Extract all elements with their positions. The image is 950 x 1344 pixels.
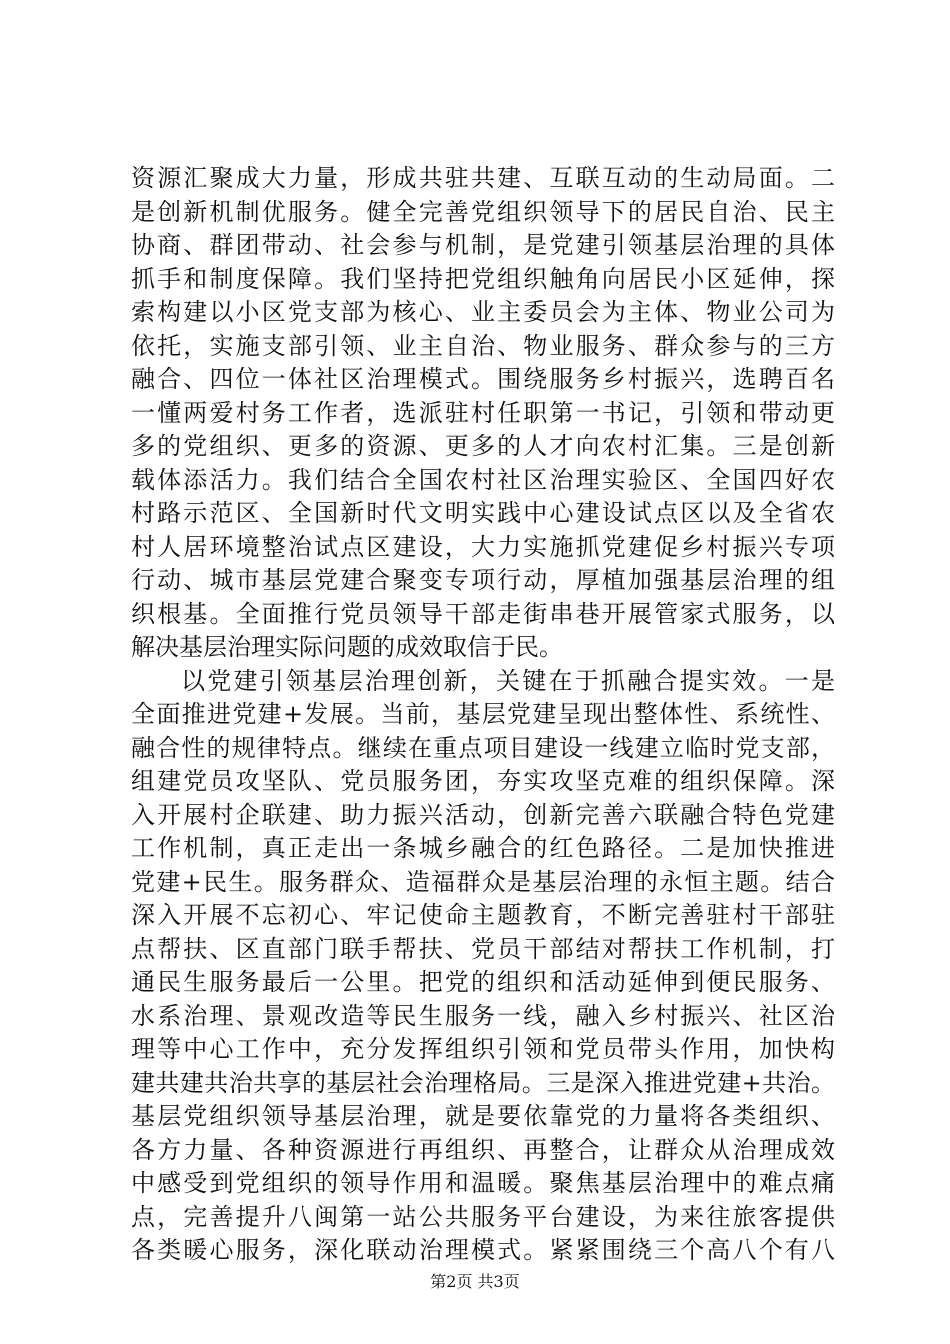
text-line: 各类暖心服务，深化联动治理模式。紧紧围绕三个高八个有八 (131, 1236, 835, 1264)
text-line: 各方力量、各种资源进行再组织、再整合，让群众从治理成效 (131, 1135, 835, 1164)
text-line: 工作机制，真正走出一条城乡融合的红色路径。二是加快推进 (131, 834, 835, 862)
text-line: 基层党组织领导基层治理，就是要依靠党的力量将各类组织、 (131, 1102, 835, 1130)
text-line: 村人居环境整治试点区建设，大力实施抓党建促乡村振兴专项 (131, 532, 835, 561)
text-line: 行动、城市基层党建合聚变专项行动，厚植加强基层治理的组 (131, 566, 835, 594)
text-line: 村路示范区、全国新时代文明实践中心建设试点区以及全省农 (131, 499, 835, 527)
text-line: 依托，实施支部引领、业主自治、物业服务、群众参与的三方 (131, 331, 835, 360)
text-line: 抓手和制度保障。我们坚持把党组织触角向居民小区延伸，探 (131, 264, 835, 293)
paragraph-end-line: 解决基层治理实际问题的成效取信于民。 (131, 633, 563, 661)
text-line: 点帮扶、区直部门联手帮扶、党员干部结对帮扶工作机制，打 (131, 934, 835, 963)
text-line: 理等中心工作中，充分发挥组织引领和党员带头作用，加快构 (131, 1035, 835, 1063)
text-line: 一懂两爱村务工作者，选派驻村任职第一书记，引领和带动更 (131, 398, 835, 427)
text-line: 多的党组织、更多的资源、更多的人才向农村汇集。三是创新 (131, 432, 835, 460)
text-line: 融合、四位一体社区治理模式。围绕服务乡村振兴，选聘百名 (131, 365, 835, 393)
text-line: 索构建以小区党支部为核心、业主委员会为主体、物业公司为 (131, 298, 835, 326)
text-line: 点，完善提升八闽第一站公共服务平台建设，为来往旅客提供 (131, 1202, 835, 1231)
text-line: 通民生服务最后一公里。把党的组织和活动延伸到便民服务、 (131, 968, 835, 996)
text-line: 水系治理、景观改造等民生服务一线，融入乡村振兴、社区治 (131, 1001, 835, 1030)
text-line: 载体添活力。我们结合全国农村社区治理实验区、全国四好农 (131, 465, 835, 494)
text-line: 全面推进党建+发展。当前，基层党建呈现出整体性、系统性、 (131, 700, 835, 728)
text-line: 建共建共治共享的基层社会治理格局。三是深入推进党建+共治。 (131, 1068, 835, 1097)
text-line: 深入开展不忘初心、牢记使命主题教育，不断完善驻村干部驻 (131, 901, 835, 929)
text-line: 资源汇聚成大力量，形成共驻共建、互联互动的生动局面。二 (131, 164, 835, 192)
text-line: 协商、群团带动、社会参与机制，是党建引领基层治理的具体 (131, 231, 835, 259)
text-line: 党建+民生。服务群众、造福群众是基层治理的永恒主题。结合 (131, 867, 835, 896)
page-number-footer: 第2页 共3页 (430, 1272, 520, 1291)
text-line: 入开展村企联建、助力振兴活动，创新完善六联融合特色党建 (131, 800, 835, 829)
text-line: 组建党员攻坚队、党员服务团，夯实攻坚克难的组织保障。深 (131, 767, 835, 795)
text-line: 是创新机制优服务。健全完善党组织领导下的居民自治、民主 (131, 197, 835, 226)
paragraph-start-line: 以党建引领基层治理创新，关键在于抓融合提实效。一是 (181, 666, 835, 695)
text-line: 织根基。全面推行党员领导干部走街串巷开展管家式服务，以 (131, 599, 835, 628)
body-text (131, 162, 835, 1268)
text-line: 融合性的规律特点。继续在重点项目建设一线建立临时党支部， (131, 733, 835, 762)
text-line: 中感受到党组织的领导作用和温暖。聚焦基层治理中的难点痛 (131, 1169, 835, 1197)
